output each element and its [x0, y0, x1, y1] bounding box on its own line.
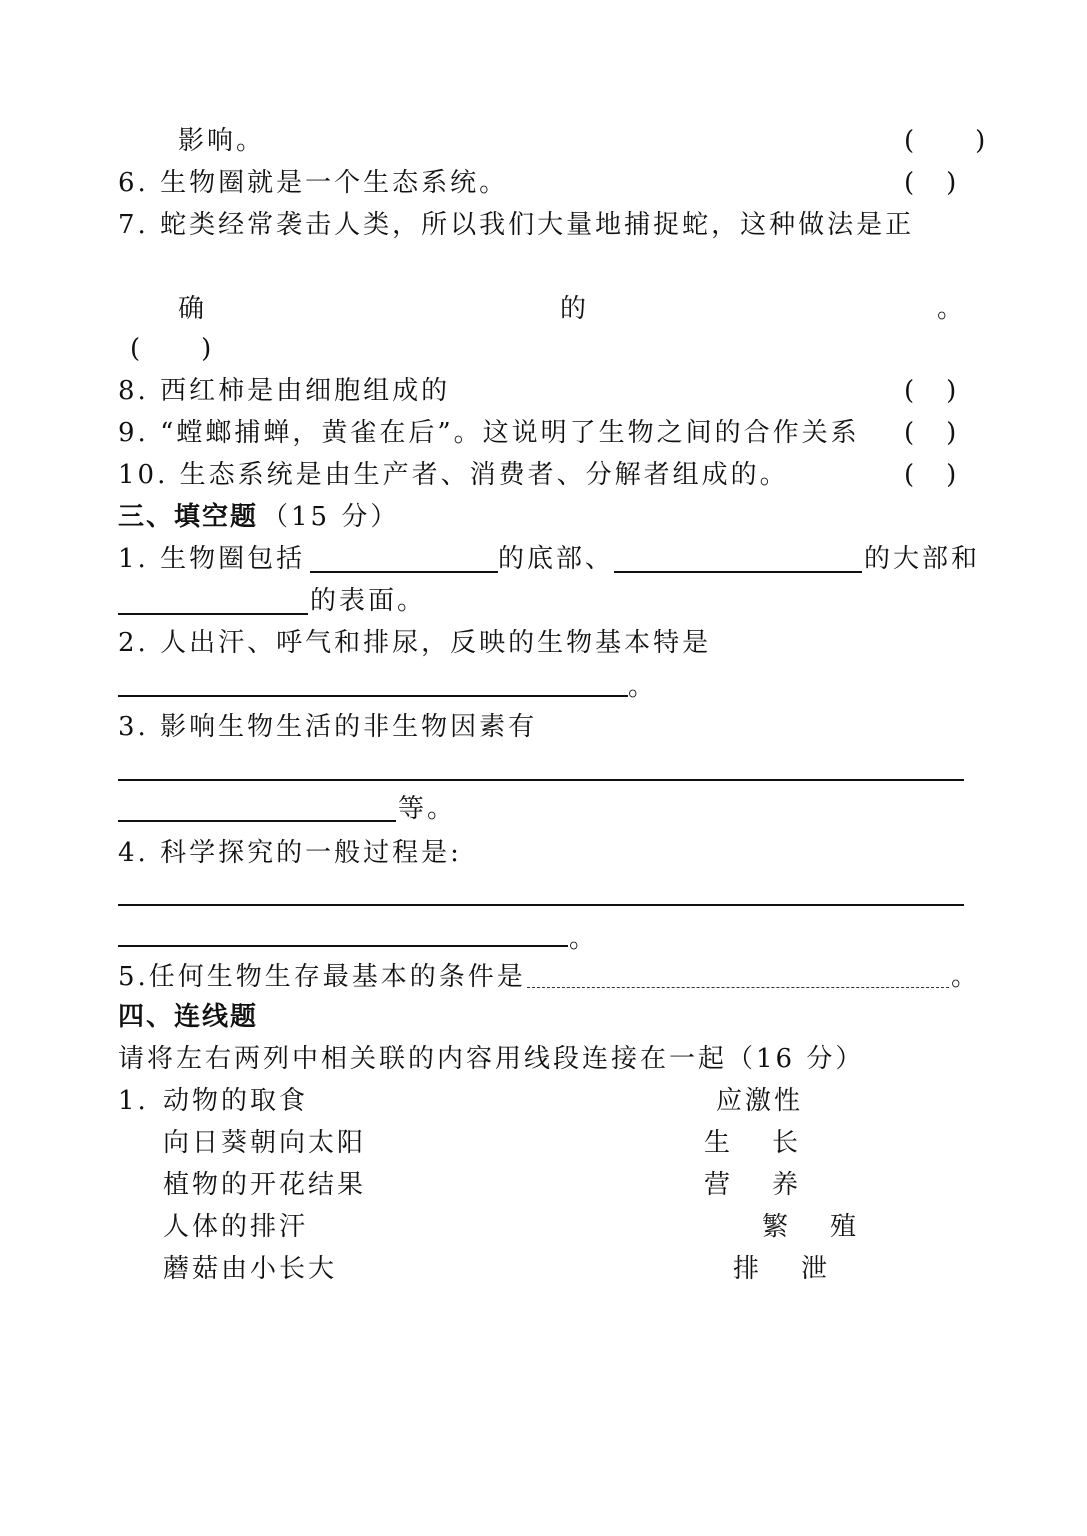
answer-parens: ( ) — [904, 418, 960, 448]
fill-blank[interactable] — [118, 695, 628, 697]
match-number: 1. — [118, 1086, 149, 1116]
fill-blank[interactable] — [527, 987, 949, 988]
tf-item-10: 10. 生态系统是由生产者、消费者、分解者组成的。 — [118, 460, 789, 490]
match-left-item[interactable]: 植物的开花结果 — [163, 1170, 367, 1200]
tf-item-6: 6. 生物圈就是一个生态系统。 — [118, 168, 509, 198]
answer-parens: ( ) — [904, 376, 960, 406]
fill-q1-text: 的大部和 — [864, 544, 981, 574]
section-heading-match: 四、连线题 — [118, 1002, 259, 1032]
fill-q1-text: 的表面。 — [310, 586, 427, 616]
fill-blank[interactable] — [118, 904, 964, 906]
fill-blank[interactable] — [310, 571, 498, 573]
fill-period: 。 — [569, 924, 599, 954]
fill-blank[interactable] — [118, 779, 964, 781]
fill-blank[interactable] — [118, 820, 396, 822]
fill-blank[interactable] — [118, 945, 568, 947]
answer-parens: ( ) — [904, 460, 960, 490]
match-left-item[interactable]: 蘑菇由小长大 — [163, 1254, 338, 1284]
match-left-item[interactable]: 动物的取食 — [163, 1086, 309, 1116]
fill-q1-text: 1. 生物圈包括 — [118, 544, 306, 574]
section-score: （15 分） — [262, 502, 400, 532]
fill-q3-text: 3. 影响生物生活的非生物因素有 — [118, 712, 538, 742]
tf-item-7: 7. 蛇类经常袭击人类，所以我们大量地捕捉蛇，这种做法是正 — [118, 210, 915, 240]
fill-q1-text: 的底部、 — [498, 544, 615, 574]
match-instruction: 请将左右两列中相关联的内容用线段连接在一起（16 分） — [118, 1044, 865, 1074]
match-left-item[interactable]: 向日葵朝向太阳 — [163, 1128, 367, 1158]
fill-period: 。 — [628, 672, 658, 702]
tf-item-7-word: 的 — [560, 294, 590, 324]
fill-q2-text: 2. 人出汗、呼气和排尿，反映的生物基本特是 — [118, 628, 712, 658]
fill-q5-text: 5.任何生物生存最基本的条件是 — [118, 962, 526, 992]
match-right-item[interactable]: 排 泄 — [733, 1254, 836, 1284]
answer-parens: ( ) — [904, 168, 960, 198]
match-right-item[interactable]: 生 长 — [704, 1128, 807, 1158]
match-right-item[interactable]: 繁 殖 — [762, 1212, 865, 1242]
fill-q4-text: 4. 科学探究的一般过程是: — [118, 838, 462, 868]
tf-item-8: 8. 西红柿是由细胞组成的 — [118, 376, 451, 406]
tf-item-7-word: 确 — [178, 294, 208, 324]
tf-item-7-word: 。 — [937, 294, 967, 324]
match-right-item[interactable]: 应激性 — [716, 1086, 804, 1116]
tf-item-9: 9. “螳螂捕蝉，黄雀在后”。这说明了生物之间的合作关系 — [118, 418, 860, 448]
answer-parens: ( ) — [130, 334, 215, 364]
fill-blank[interactable] — [118, 613, 308, 615]
match-right-item[interactable]: 营 养 — [704, 1170, 807, 1200]
answer-parens: ( ) — [904, 126, 989, 156]
fill-period: 。 — [951, 962, 981, 992]
section-heading-fill: 三、填空题 — [118, 502, 259, 532]
fill-blank[interactable] — [614, 571, 862, 573]
tf-line-5-continuation: 影响。 — [178, 126, 266, 156]
match-left-item[interactable]: 人体的排汗 — [163, 1212, 309, 1242]
fill-q3-end: 等。 — [398, 794, 457, 824]
